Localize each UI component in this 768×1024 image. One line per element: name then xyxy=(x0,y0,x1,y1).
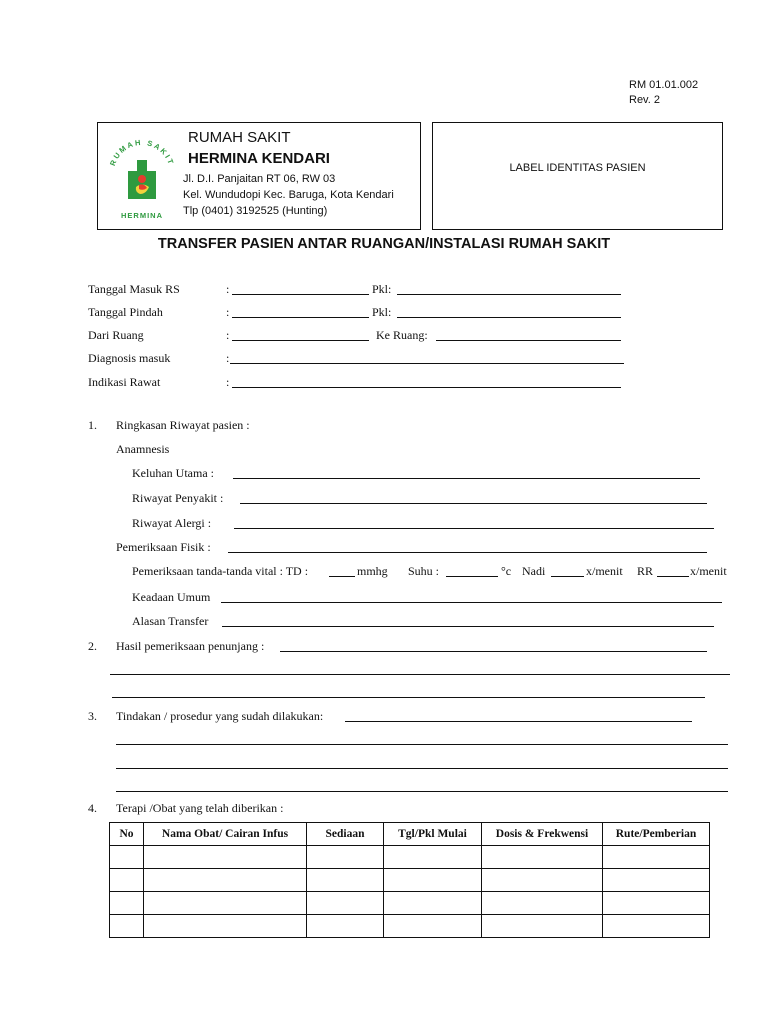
dari-ruang-blank[interactable] xyxy=(232,340,369,341)
section-1-number: 1. xyxy=(88,418,97,432)
hospital-address-1: Jl. D.I. Panjaitan RT 06, RW 03 xyxy=(183,173,336,185)
indikasi-blank[interactable] xyxy=(232,387,621,388)
table-cell[interactable] xyxy=(307,846,384,869)
form-title: TRANSFER PASIEN ANTAR RUANGAN/INSTALASI RUMAH SAKIT xyxy=(157,236,611,252)
table-cell[interactable] xyxy=(110,892,144,915)
pkl-label: Pkl: xyxy=(372,305,392,319)
hermina-logo-icon xyxy=(106,133,178,223)
table-cell[interactable] xyxy=(110,915,144,938)
penunjang-blank-1[interactable] xyxy=(280,651,707,652)
form-revision: Rev. 2 xyxy=(629,94,660,106)
section-2-title: Hasil pemeriksaan penunjang : xyxy=(116,639,265,653)
table-cell[interactable] xyxy=(384,892,482,915)
table-cell[interactable] xyxy=(482,915,603,938)
pkl-label: Pkl: xyxy=(372,282,392,296)
rr-label: RR xyxy=(637,564,654,578)
table-cell[interactable] xyxy=(144,869,307,892)
logo-arc-text: RUMAH SAKIT xyxy=(108,137,176,168)
penunjang-blank-3[interactable] xyxy=(112,697,705,698)
riwayat-alergi-label: Riwayat Alergi : xyxy=(132,516,212,530)
hospital-name-line2: HERMINA KENDARI xyxy=(188,150,330,167)
table-cell[interactable] xyxy=(603,915,710,938)
nadi-blank[interactable] xyxy=(551,576,584,577)
colon: : xyxy=(226,305,230,319)
riwayat-penyakit-label: Riwayat Penyakit : xyxy=(132,491,224,505)
table-cell[interactable] xyxy=(144,846,307,869)
keluhan-utama-label: Keluhan Utama : xyxy=(132,466,214,480)
colon: : xyxy=(226,351,230,365)
table-cell[interactable] xyxy=(307,892,384,915)
col-header-nama-obat: Nama Obat/ Cairan Infus xyxy=(144,823,307,846)
table-cell[interactable] xyxy=(482,846,603,869)
section-4-number: 4. xyxy=(88,801,97,815)
section-1-title: Ringkasan Riwayat pasien : xyxy=(116,418,250,432)
table-cell[interactable] xyxy=(110,869,144,892)
table-cell[interactable] xyxy=(384,869,482,892)
table-cell[interactable] xyxy=(307,869,384,892)
celsius-unit: °c xyxy=(501,564,512,578)
keluhan-utama-blank[interactable] xyxy=(233,478,700,479)
keadaan-umum-label: Keadaan Umum xyxy=(132,590,211,604)
table-header-row xyxy=(110,823,710,846)
hospital-header-box xyxy=(97,122,421,230)
table-cell[interactable] xyxy=(384,915,482,938)
tindakan-blank-1[interactable] xyxy=(345,721,692,722)
ke-ruang-blank[interactable] xyxy=(436,340,621,341)
col-header-sediaan: Sediaan xyxy=(307,823,384,846)
mmhg-unit: mmhg xyxy=(357,564,388,578)
section-4-title: Terapi /Obat yang telah diberikan : xyxy=(116,801,284,815)
riwayat-alergi-blank[interactable] xyxy=(234,528,714,529)
hospital-address-2: Kel. Wundudopi Kec. Baruga, Kota Kendari xyxy=(183,189,394,201)
table-cell[interactable] xyxy=(482,869,603,892)
suhu-label: Suhu : xyxy=(408,564,440,578)
pkl-pindah-blank[interactable] xyxy=(397,317,621,318)
table-row xyxy=(110,869,710,892)
nadi-unit: x/menit xyxy=(586,564,623,578)
table-cell[interactable] xyxy=(110,846,144,869)
alasan-transfer-blank[interactable] xyxy=(222,626,714,627)
keadaan-umum-blank[interactable] xyxy=(221,602,722,603)
nadi-label: Nadi xyxy=(522,564,546,578)
logo-bottom-text: HERMINA xyxy=(121,211,163,220)
ke-ruang-label: Ke Ruang: xyxy=(376,328,428,342)
tindakan-blank-4[interactable] xyxy=(116,791,728,792)
diagnosis-blank[interactable] xyxy=(230,363,624,364)
table-cell[interactable] xyxy=(384,846,482,869)
col-header-tgl-mulai: Tgl/Pkl Mulai xyxy=(384,823,482,846)
col-header-rute: Rute/Pemberian xyxy=(603,823,710,846)
field-label-tanggal-masuk: Tanggal Masuk RS xyxy=(88,282,180,296)
document-reference xyxy=(629,78,698,108)
section-3-number: 3. xyxy=(88,709,97,723)
td-blank[interactable] xyxy=(329,576,355,577)
patient-label-text: LABEL IDENTITAS PASIEN xyxy=(509,162,646,174)
pkl-masuk-blank[interactable] xyxy=(397,294,621,295)
section-3-title: Tindakan / prosedur yang sudah dilakukan: xyxy=(116,709,324,723)
field-label-indikasi: Indikasi Rawat xyxy=(88,375,161,389)
table-cell[interactable] xyxy=(144,892,307,915)
rr-blank[interactable] xyxy=(657,576,689,577)
riwayat-penyakit-blank[interactable] xyxy=(240,503,707,504)
table-cell[interactable] xyxy=(603,892,710,915)
rr-unit: x/menit xyxy=(690,564,727,578)
anamnesis-heading: Anamnesis xyxy=(116,442,170,456)
table-cell[interactable] xyxy=(603,869,710,892)
table-cell[interactable] xyxy=(603,846,710,869)
col-header-no: No xyxy=(110,823,144,846)
table-row xyxy=(110,846,710,869)
colon: : xyxy=(226,375,230,389)
field-label-diagnosis: Diagnosis masuk xyxy=(88,351,171,365)
tindakan-blank-3[interactable] xyxy=(116,768,728,769)
medication-table xyxy=(109,822,710,938)
table-row xyxy=(110,915,710,938)
colon: : xyxy=(226,282,230,296)
col-header-dosis: Dosis & Frekwensi xyxy=(482,823,603,846)
table-row xyxy=(110,892,710,915)
field-label-dari-ruang: Dari Ruang xyxy=(88,328,144,342)
tanggal-masuk-blank[interactable] xyxy=(232,294,369,295)
table-cell[interactable] xyxy=(307,915,384,938)
table-cell[interactable] xyxy=(482,892,603,915)
tindakan-blank-2[interactable] xyxy=(116,744,728,745)
form-code: RM 01.01.002 xyxy=(629,79,699,91)
alasan-transfer-label: Alasan Transfer xyxy=(132,614,209,628)
suhu-blank[interactable] xyxy=(446,576,498,577)
pemeriksaan-fisik-blank[interactable] xyxy=(228,552,707,553)
field-label-tanggal-pindah: Tanggal Pindah xyxy=(88,305,163,319)
tanggal-pindah-blank[interactable] xyxy=(232,317,369,318)
table-cell[interactable] xyxy=(144,915,307,938)
colon: : xyxy=(226,328,230,342)
penunjang-blank-2[interactable] xyxy=(110,674,730,675)
section-2-number: 2. xyxy=(88,639,97,653)
hospital-name-line1: RUMAH SAKIT xyxy=(188,129,291,146)
vital-signs-label: Pemeriksaan tanda-tanda vital : TD : xyxy=(132,564,309,578)
hospital-phone: Tlp (0401) 3192525 (Hunting) xyxy=(183,205,328,217)
pemeriksaan-fisik-label: Pemeriksaan Fisik : xyxy=(116,540,211,554)
patient-label-box xyxy=(432,122,723,230)
